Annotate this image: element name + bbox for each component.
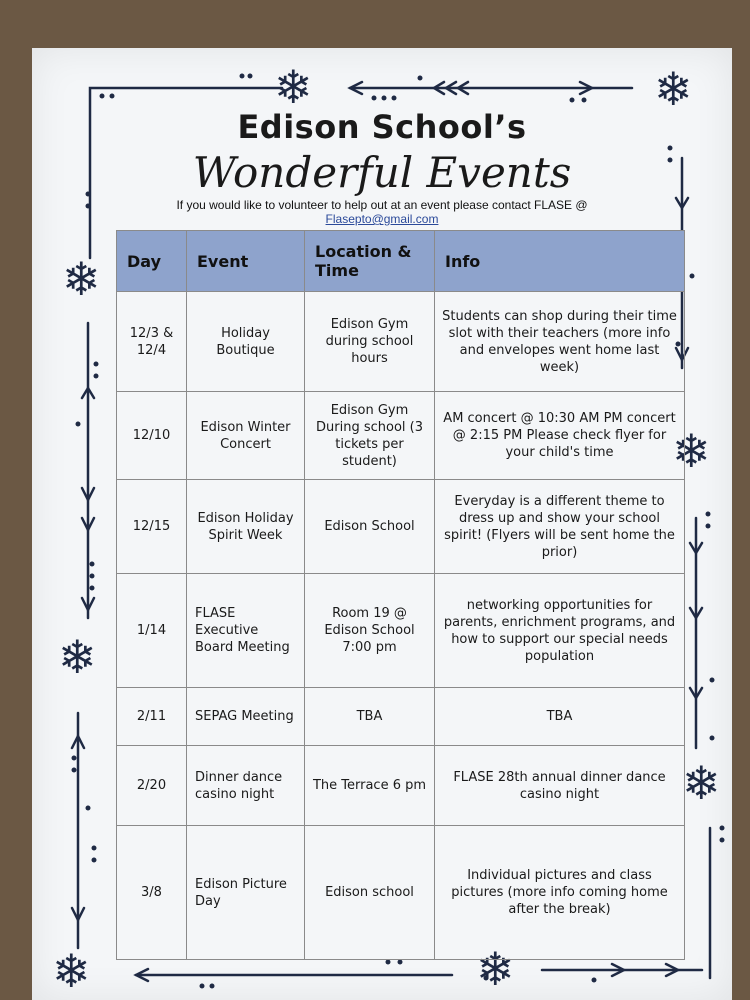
cell-info: Students can shop during their time slot with their teachers (more info and envelopes went home last week) (435, 292, 685, 392)
cell-location: Edison Gym During school (3 tickets per student) (305, 392, 435, 480)
cell-location: The Terrace 6 pm (305, 746, 435, 826)
cell-day: 2/20 (117, 746, 187, 826)
column-header-location: Location & Time (305, 231, 435, 292)
cell-day: 3/8 (117, 826, 187, 960)
cell-event: Edison Winter Concert (187, 392, 305, 480)
cell-event: Dinner dance casino night (187, 746, 305, 826)
snowflake-icon: ❄ (62, 252, 101, 306)
cell-event: Edison Holiday Spirit Week (187, 480, 305, 574)
snowflake-icon: ❄ (52, 944, 91, 998)
cell-info: FLASE 28th annual dinner dance casino night (435, 746, 685, 826)
cell-info: AM concert @ 10:30 AM PM concert @ 2:15 PM Please check flyer for your child's time (435, 392, 685, 480)
page-subtitle-script: Wonderful Events (192, 148, 572, 197)
cell-day: 1/14 (117, 574, 187, 688)
cell-event: FLASE Executive Board Meeting (187, 574, 305, 688)
cell-event: Holiday Boutique (187, 292, 305, 392)
snowflake-icon: ❄ (476, 942, 515, 996)
table-row (117, 292, 685, 392)
snowflake-icon: ❄ (672, 424, 711, 478)
snowflake-icon: ❄ (682, 756, 721, 810)
page-title: Edison School’s (237, 108, 527, 146)
table-row (117, 688, 685, 746)
cell-location: Room 19 @ Edison School 7:00 pm (305, 574, 435, 688)
column-header-day: Day (117, 231, 187, 292)
cell-location: Edison school (305, 826, 435, 960)
cell-event: SEPAG Meeting (187, 688, 305, 746)
table-row (117, 480, 685, 574)
contact-email-link[interactable]: Flasepto@gmail.com (325, 212, 439, 226)
cell-day: 12/3 & 12/4 (117, 292, 187, 392)
cell-location: Edison Gym during school hours (305, 292, 435, 392)
cell-location: Edison School (305, 480, 435, 574)
cell-location: TBA (305, 688, 435, 746)
cell-day: 12/15 (117, 480, 187, 574)
cell-day: 2/11 (117, 688, 187, 746)
cell-info: networking opportunities for parents, enrichment programs, and how to support our special needs population (435, 574, 685, 688)
snowflake-icon: ❄ (274, 60, 313, 114)
cell-event: Edison Picture Day (187, 826, 305, 960)
volunteer-note: If you would like to volunteer to help out at an event please contact FLASE @ (176, 198, 588, 212)
table-row (117, 746, 685, 826)
cell-info: Individual pictures and class pictures (more info coming home after the break) (435, 826, 685, 960)
column-header-info: Info (435, 231, 685, 292)
flyer-paper (32, 48, 732, 1000)
column-header-event: Event (187, 231, 305, 292)
snowflake-icon: ❄ (654, 62, 693, 116)
events-table (116, 230, 685, 960)
cell-info: Everyday is a different theme to dress up and show your school spirit! (Flyers will be sent home the prior) (435, 480, 685, 574)
snowflake-icon: ❄ (58, 630, 97, 684)
cell-info: TBA (435, 688, 685, 746)
table-row (117, 574, 685, 688)
table-row (117, 826, 685, 960)
table-row (117, 392, 685, 480)
cell-day: 12/10 (117, 392, 187, 480)
table-header-row (117, 231, 685, 292)
